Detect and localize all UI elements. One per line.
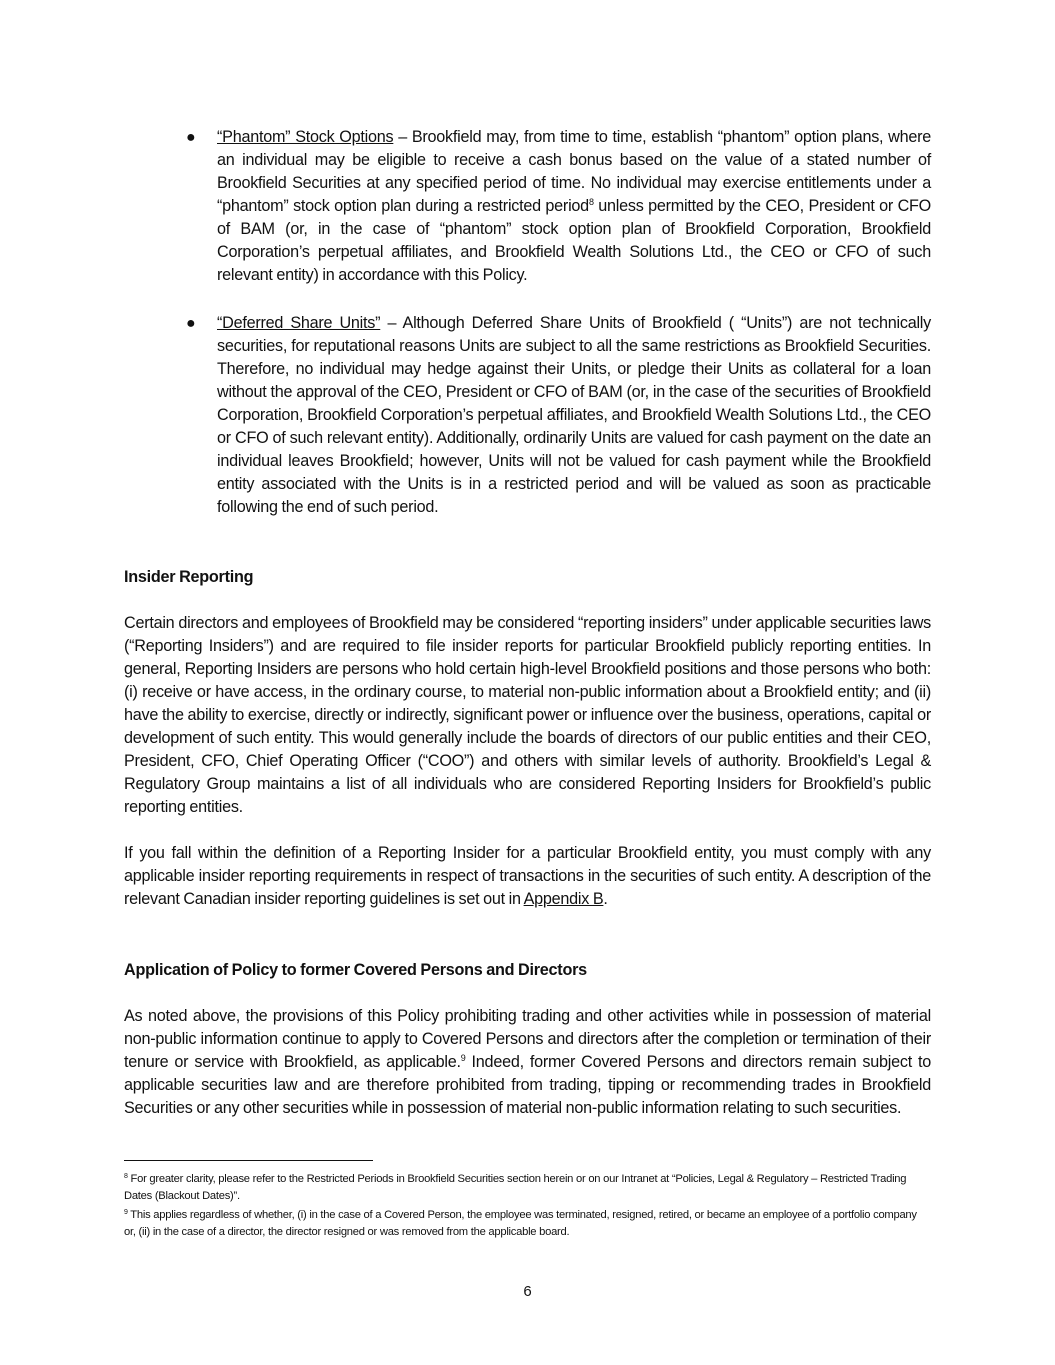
bullet-text: – Although Deferred Share Units of Brookfield ( “Units”) are not technically securities, for reputational reasons Units are subject to all the same restrictions as Brookfield Securities. Therefore, no individual may hedge against their Units, or pledge their Units as collateral for a loan without the approval of the CEO, President or CFO of BAM (or, in the case of the securities of Brookfield Corporation, Brookfield Corporation’s perpetual affiliates, and Brookfield Wealth Solutions Ltd., the CEO or CFO of such relevant entity). Additionally, ordinarily Units are valued for cash payment on the date an individual leaves Brookfield; however, Units will not be valued for cash payment while the Brookfield entity associated with the Units is in a restricted period and will be valued as soon as practicable following the end of such period. — [217, 314, 931, 516]
page-number: 6 — [523, 1283, 532, 1300]
paragraph-text: If you fall within the definition of a Reporting Insider for a particular Brookfield entity, you must comply with any applicable insider reporting requirements in respect of transactions in the securities of such entity. A description of the relevant Canadian insider reporting guidelines is set out in — [124, 844, 931, 908]
section-insider-reporting — [124, 566, 931, 911]
bullet-phantom-stock-options — [217, 126, 931, 287]
footnote-number: 8 — [124, 1173, 128, 1180]
bullet-text: unless permitted by the CEO, President or CFO of BAM (or, in the case of “phantom” stock option plan of Brookfield Corporation, Brookfield Corporation’s perpetual affiliates, and Brookfield Wealth Solutions Ltd., the CEO or CFO of such relevant entity) in accordance with this Policy. — [217, 197, 931, 284]
footnote-text: This applies regardless of whether, (i) in the case of a Covered Person, the employee was terminated, resigned, retired, or became an employee of a portfolio company or, (ii) in the case of a director, the director resigned or was removed from the applicable board. — [124, 1209, 917, 1238]
bullet-deferred-share-units — [217, 312, 931, 519]
term-deferred-share-units: “Deferred Share Units” — [217, 314, 381, 332]
paragraph-text: . — [603, 890, 608, 908]
paragraph — [124, 1005, 931, 1120]
paragraph: Certain directors and employees of Brookfield may be considered “reporting insiders” under applicable securities laws (“Reporting Insiders”) and are required to file insider reports for particular Brookfield publicly reporting entities. In general, Reporting Insiders are persons who hold certain high-level Brookfield positions and those persons who both: (i) receive or have access, in the ordinary course, to material non-public information about a Brookfield entity; and (ii) have the ability to exercise, directly or indirectly, significant power or influence over the business, operations, capital or development of such entity. This would generally include the boards of directors of our public entities and their CEO, President, CFO, Chief Operating Officer (“COO”) and others with similar levels of authority. Brookfield’s Legal & Regulatory Group maintains a list of all individuals who are considered Reporting Insiders for Brookfield’s public reporting entities. — [124, 614, 931, 816]
paragraph — [124, 842, 931, 911]
appendix-b-link[interactable]: Appendix B — [523, 890, 604, 908]
bullet-icon: ● — [186, 315, 196, 332]
heading-former-persons: Application of Policy to former Covered Persons and Directors — [124, 961, 587, 979]
footnote-divider — [124, 1160, 373, 1161]
footnote-ref-8[interactable]: 8 — [588, 197, 594, 207]
paragraph-text: As noted above, the provisions of this Policy prohibiting trading and other activities while in possession of material non-public information continue to apply to Covered Persons and directors after the completion or termination of their tenure or service with Brookfield, as applicable. — [124, 1007, 931, 1071]
bullet-text: – Brookfield may, from time to time, establish “phantom” option plans, where an individual may be eligible to receive a cash bonus based on the value of a stated number of Brookfield Securities at any specified period of time. No individual may exercise entitlements under a “phantom” stock option plan during a restricted period — [217, 128, 931, 215]
footnote-8 — [124, 1171, 931, 1205]
section-former-persons — [124, 959, 931, 1120]
paragraph-text: Indeed, former Covered Persons and directors remain subject to applicable securities law and are therefore prohibited from trading, tipping or recommending trades in Brookfield Securities or any other securities while in possession of material non-public information relating to such securities. — [124, 1053, 932, 1117]
term-phantom-stock-options: “Phantom” Stock Options — [217, 128, 394, 146]
footnote-ref-9[interactable]: 9 — [460, 1053, 466, 1063]
footnote-9 — [124, 1207, 931, 1241]
footnote-number: 9 — [124, 1209, 128, 1216]
heading-insider-reporting: Insider Reporting — [124, 568, 254, 586]
footnote-text: For greater clarity, please refer to the Restricted Periods in Brookfield Securities section herein or on our Intranet at “Policies, Legal & Regulatory – Restricted Trading Dates (Blackout Dates)”. — [124, 1173, 907, 1202]
bullet-icon: ● — [186, 129, 196, 146]
